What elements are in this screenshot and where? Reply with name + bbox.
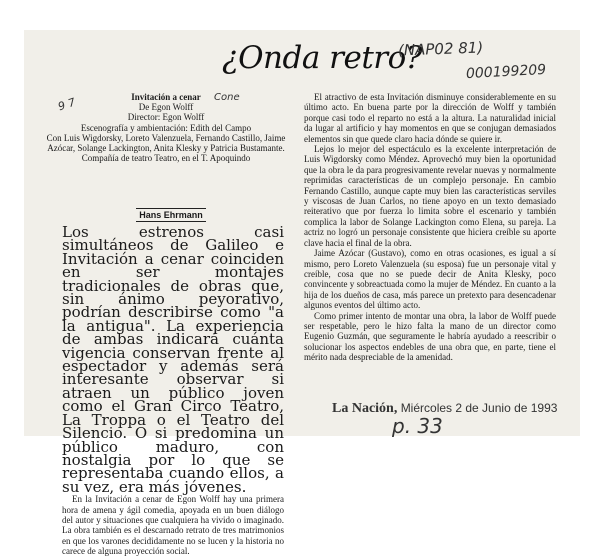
play-author: De Egon Wolff (138, 102, 194, 113)
paragraph: En la Invitación a cenar de Egon Wolff hay una primera hora de amena y ágil comedia, apoyada en un buen diálogo del autor y situaciones que cualquiera ha vivido o imaginado. La obra también es el descarnado retrato de tres matrimonios en que los varones decididamente no se lucen y la historia no carece de alguna proyección social. (62, 494, 284, 557)
paragraph: Jaime Azócar (Gustavo), como en otras ocasiones, es igual a sí mismo, pero Loreto Valenzuela (su esposa) fue un personaje vital y creíble, cosa que no se puede decir de Anita Klesky, poco convincente y sobreactuada como la mujer de Méndez. En cuanto a la hija de los dueños de casa, más parece un pretexto para desencadenar algunos eventos del último acto. (304, 248, 556, 311)
document-number-handwritten: 000199209 (465, 61, 547, 83)
page-reference-handwritten: p. 33 (392, 414, 443, 438)
play-title: Invitación a cenar (131, 92, 201, 102)
source-signature (332, 401, 557, 417)
paragraph: El atractivo de esta Invitación disminuye considerablemente en su último acto. En buena parte por la dirección de Wolff y también porque casi todo el reparto no está a la altura. La naturalidad inicial da lugar al artificio y hay momentos en que se conjugan demasiados elementos sin que quede claro hacia dónde se quiere ir. (304, 92, 556, 144)
publication-date: Miércoles 2 de Junio de 1993 (400, 401, 558, 415)
paragraph-text: Los estrenos casi simultáneos de Galileo e Invitación a cenar coinciden en ser montajes tradicionales de obras que, sin ánimo peyorativo, podrían describirse como "a la antigua". La experiencia de ambas indicará cuánta vigencia conservan frente al espectador y además será interesante observar si atraen un público joven como el Gran Circo Teatro, La Troppa o el Teatro del Silencio. O si predomina un público maduro, con nostalgia por lo que se representaba cuando ellos, a su vez, era más jóvenes. (62, 223, 284, 496)
paragraph (62, 223, 284, 496)
paragraph: Como primer intento de montar una obra, la labor de Wolff puede ser respetable, pero le hizo falta la mano de un director como Eugenio Guzmán, que seguramente le habría ayudado a reescribir o solucionar los aspectos endebles de una obra que, en parte, tiene el mérito nada despreciable de la amenidad. (304, 310, 556, 363)
article-title: ¿Onda retro? (222, 40, 422, 76)
archive-code-handwritten: (NAP02 81) (397, 38, 484, 60)
play-cast: Con Luis Wigdorsky, Loreto Valenzuela, Fernando Castillo, Jaime Azócar, Solange Lackington, Anita Klesky y Patricia Bustamante. (46, 132, 286, 154)
play-set-design: Escenografía y ambientación: Edith del Campo (80, 122, 252, 133)
play-credits (44, 92, 288, 163)
play-director: Director: Egon Wolff (127, 112, 205, 123)
paragraph: Lejos lo mejor del espectáculo es la excelente interpretación de Luis Wigdorsky como Méndez. Aprovechó muy bien la oportunidad que la obra le da para progresivamente revelar nuevas y normalmente reprimidas características de un complejo personaje. En cambio Fernando Castillo, aunque capte muy bien las características serviles y viscosas de Juan Carlos, no tiene apoyo en un texto demasiado reiterativo que por fuerza lo limita sobre el escenario y también complica la labor de Solange Lackington como Elena, su pareja. La actriz no logró un personaje consistente que hiciera creíble su aporte clave hacia el final de la obra. (304, 144, 556, 248)
play-company: Compañía de teatro Teatro, en el T. Apoquindo (81, 153, 251, 164)
right-column (304, 92, 556, 363)
margin-number-handwritten: 9 7 (56, 95, 78, 114)
publication-name: La Nación, (332, 401, 398, 416)
margin-note-handwritten: Cone (214, 92, 240, 103)
left-column (62, 223, 284, 557)
byline: Hans Ehrmann (136, 208, 206, 222)
